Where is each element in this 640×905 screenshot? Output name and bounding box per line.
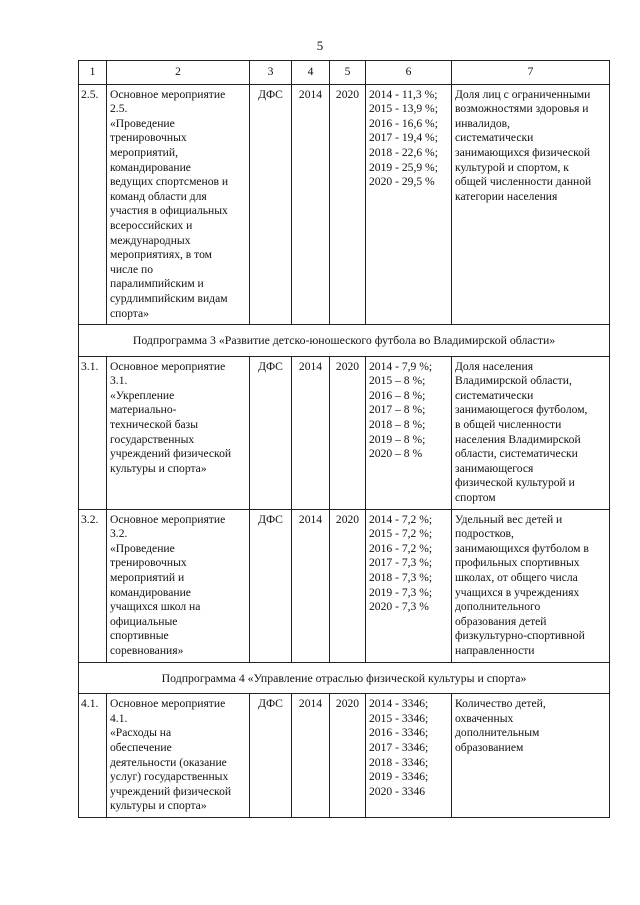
indicator-line: Количество детей, [455,697,546,711]
indicator-line: Доля населения [455,359,534,373]
target-value: 2015 - 3346; [369,711,429,725]
activity-name-line: международных [110,233,191,247]
indicator-line: Владимирской области, [455,374,572,388]
activity-name-line: мероприятий, [110,145,178,159]
activity-name-line: участия в официальных [110,204,228,218]
indicator-line: дополнительного [455,600,541,614]
indicator [452,694,610,818]
executor: ДФС [250,356,292,509]
indicator-line: спортом [455,491,496,505]
target-value: 2016 - 16,6 %; [369,116,438,130]
activity-name-line: тренировочных [110,131,187,145]
subprogram-row [79,325,610,357]
target-value: 2017 – 8 %; [369,403,426,417]
target-value: 2014 - 7,2 %; [369,512,433,526]
start-year: 2014 [292,509,330,662]
activity-name-line: Основное мероприятие [110,697,226,711]
activity-name-line: учреждений физической [110,784,232,798]
indicator [452,84,610,325]
header-cell-3: 3 [250,61,292,85]
header-cell-2: 2 [107,61,250,85]
indicator-line: образования детей [455,614,547,628]
target-value: 2018 - 22,6 %; [369,145,438,159]
target-values [366,84,452,325]
activity-name-line: команд области для [110,189,207,203]
target-value: 2016 - 7,2 %; [369,541,433,555]
activity-name-line: паралимпийским и [110,277,204,291]
table-row [79,84,610,325]
indicator-line: в общей численности [455,418,562,432]
header-cell-7: 7 [452,61,610,85]
table-row [79,356,610,509]
table-body [79,84,610,817]
target-value: 2017 - 3346; [369,740,429,754]
activity-name-line: 3.2. [110,527,128,541]
target-value: 2015 - 7,2 %; [369,527,433,541]
target-value: 2018 - 3346; [369,755,429,769]
activity-name-line: «Расходы на [110,726,172,740]
target-value: 2016 – 8 %; [369,388,426,402]
activity-name-line: соревнования» [110,643,184,657]
target-values [366,356,452,509]
indicator-line: систематически [455,388,534,402]
indicator-line: занимающихся физической [455,145,591,159]
activity-name-line: всероссийских и [110,218,193,232]
table-row [79,694,610,818]
activity-name-line: «Укрепление [110,388,175,402]
activity-name-line: мероприятий и [110,571,185,584]
activity-name-line: числе по [110,262,154,276]
target-value: 2018 – 8 %; [369,418,426,432]
target-value: 2020 - 29,5 % [369,175,435,189]
target-value: 2016 - 3346; [369,726,429,740]
indicator-line: школах, от общего числа [455,571,578,584]
target-value: 2019 – 8 %; [369,432,426,446]
subprogram-title: Подпрограмма 3 «Развитие детско-юношеского футбола во Владимирской области» [79,325,610,357]
indicator [452,356,610,509]
target-value: 2015 - 13,9 %; [369,102,438,116]
executor: ДФС [250,84,292,325]
activity-name-line: официальные [110,614,178,628]
activity-name-line: обеспечение [110,740,172,754]
subprogram-title: Подпрограмма 4 «Управление отраслью физической культуры и спорта» [79,662,610,694]
activity-name-line: 3.1. [110,374,128,388]
activity-name-line: Основное мероприятие [110,359,226,373]
activity-name [107,84,250,325]
activity-name-line: тренировочных [110,556,187,570]
start-year: 2014 [292,84,330,325]
activity-name-line: командирование [110,160,191,174]
target-value: 2020 – 8 % [369,447,423,461]
indicator-line: физкультурно-спортивной [455,629,585,643]
activity-name-line: мероприятиях, в том [110,248,213,262]
indicator-line: категории населения [455,189,558,203]
header-cell-5: 5 [330,61,366,85]
program-table [78,60,610,818]
activity-name-line: учреждений физической [110,447,232,461]
activity-name-line: учащихся школ на [110,600,201,614]
activity-name-line: ведущих спортсменов и [110,175,229,189]
activity-name-line: командирование [110,585,191,599]
header-cell-6: 6 [366,61,452,85]
activity-name [107,356,250,509]
end-year: 2020 [330,694,366,818]
activity-name-line: спортивные [110,629,169,643]
activity-name-line: деятельности (оказание [110,755,227,769]
activity-name [107,509,250,662]
indicator-line: подростков, [455,527,514,541]
end-year: 2020 [330,509,366,662]
target-value: 2014 - 7,9 %; [369,359,433,373]
activity-name-line: «Проведение [110,541,175,555]
activity-name-line: государственных [110,432,195,446]
start-year: 2014 [292,694,330,818]
activity-name-line: Основное мероприятие [110,512,226,526]
row-number: 3.2. [79,509,107,662]
indicator-line: направленности [455,643,535,657]
executor: ДФС [250,694,292,818]
target-value: 2014 - 11,3 %; [369,87,438,101]
subprogram-row [79,662,610,694]
indicator-line: физической культурой и [455,476,575,490]
target-value: 2017 - 7,3 %; [369,556,433,570]
indicator-line: Удельный вес детей и [455,512,563,526]
indicator-line: занимающегося футболом, [455,403,588,417]
indicator-line: возможностями здоровья и [455,102,589,116]
row-number: 4.1. [79,694,107,818]
activity-name-line: «Проведение [110,116,175,130]
indicator-line: профильных спортивных [455,556,580,570]
target-values [366,509,452,662]
target-value: 2014 - 3346; [369,697,429,711]
indicator [452,509,610,662]
indicator-line: систематически [455,131,534,145]
executor: ДФС [250,509,292,662]
indicator-line: культурой и спортом, к [455,160,569,174]
activity-name-line: спорта» [110,306,149,320]
header-cell-1: 1 [79,61,107,85]
target-value: 2019 - 7,3 %; [369,585,433,599]
activity-name-line: 4.1. [110,711,128,725]
indicator-line: Доля лиц с ограниченными [455,87,591,101]
target-value: 2020 - 7,3 % [369,600,429,614]
indicator-line: инвалидов, [455,116,511,130]
page-number: 5 [316,38,324,53]
target-value: 2015 – 8 %; [369,374,426,388]
indicator-line: занимающихся футболом в [455,541,589,555]
indicator-line: охваченных [455,711,514,725]
row-number: 3.1. [79,356,107,509]
table-row [79,509,610,662]
activity-name-line: культуры и спорта» [110,799,207,813]
indicator-line: населения Владимирской [455,432,581,446]
indicator-line: занимающегося [455,461,534,475]
end-year: 2020 [330,356,366,509]
activity-name-line: сурдлимпийским видам [110,291,228,305]
target-values [366,694,452,818]
target-value: 2017 - 19,4 %; [369,131,438,145]
activity-name-line: материально- [110,403,177,417]
activity-name-line: технической базы [110,418,199,432]
start-year: 2014 [292,356,330,509]
target-value: 2019 - 25,9 %; [369,160,438,174]
target-value: 2018 - 7,3 %; [369,571,433,584]
end-year: 2020 [330,84,366,325]
indicator-line: учащихся в учреждениях [455,585,580,599]
indicator-line: образованием [455,740,524,754]
row-number: 2.5. [79,84,107,325]
target-value: 2020 - 3346 [369,784,426,798]
activity-name-line: услуг) государственных [110,770,229,784]
activity-name [107,694,250,818]
indicator-line: дополнительным [455,726,540,740]
target-value: 2019 - 3346; [369,770,429,784]
header-row [79,61,610,85]
activity-name-line: 2.5. [110,102,128,116]
activity-name-line: Основное мероприятие [110,87,226,101]
activity-name-line: культуры и спорта» [110,461,207,475]
indicator-line: общей численности данной [455,175,592,189]
header-cell-4: 4 [292,61,330,85]
indicator-line: области, систематически [455,447,578,461]
